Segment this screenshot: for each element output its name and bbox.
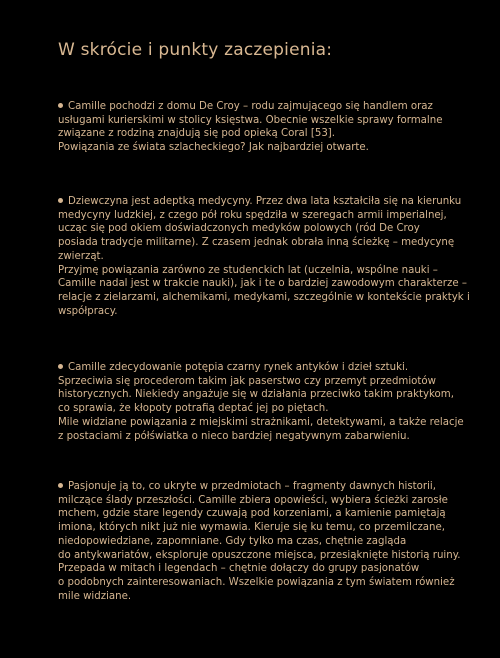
section-black-market	[58, 361, 464, 443]
text-span: Pasjonuje ją to, co ukryte w przedmiotach – fragmenty dawnych historii,	[68, 481, 436, 492]
text-line: Przepada w mitach i legendach – chętnie dołączy do grupy pasjonatów	[58, 563, 420, 575]
text-line: Sprzeciwia się procederom takim jak paserstwo czy przemyt przedmiotów	[58, 375, 436, 387]
text-line: do antykwariatów, eksploruje opuszczone miejsca, przesiąknięte historią ruiny.	[58, 549, 461, 561]
text-line: związane z rodziną znajdują się pod opieką Coral [53].	[58, 128, 336, 140]
bullet-icon	[58, 483, 63, 488]
text-line: współpracy.	[58, 305, 118, 317]
text-line: relacje z zielarzami, alchemikami, medykami, szczególnie w kontekście praktyk i	[58, 291, 470, 303]
bullet-icon	[58, 103, 63, 108]
text-line: historycznych. Niekiedy angażuje się w działania przeciwko takim praktykom,	[58, 389, 454, 401]
text-line: zwierząt.	[58, 250, 104, 262]
text-line: co sprawia, że kłopoty potrafią deptać jej po piętach.	[58, 403, 329, 415]
text-line: imiona, których nikt już nie wymawia. Kieruje się ku temu, co przemilczane,	[58, 522, 446, 534]
text-line: usługami kurierskimi w stolicy księstwa. Obecnie wszelkie sprawy formalne	[58, 114, 443, 126]
text-line: ucząc się pod okiem doświadczonych medyków polowych (ród De Croy	[58, 223, 420, 235]
text-line	[58, 100, 458, 114]
text-line: z postaciami z półświatka o nieco bardziej negatywnym zabarwieniu.	[58, 430, 410, 442]
text-line: milczące ślady przeszłości. Camille zbiera opowieści, wybiera ścieżki zarosłe	[58, 494, 448, 506]
text-span: Camille pochodzi z domu De Croy – rodu zajmującego się handlem oraz	[68, 101, 433, 112]
text-line: niedopowiedziane, zapomniane. Gdy tylko ma czas, chętnie zagląda	[58, 535, 407, 547]
text-line: Mile widziane powiązania z miejskimi strażnikami, detektywami, a także relacje	[58, 416, 464, 428]
section-medicine	[58, 195, 470, 318]
bullet-icon	[58, 364, 63, 369]
text-line: Przyjmę powiązania zarówno ze studenckich lat (uczelnia, wspólne nauki –	[58, 264, 438, 276]
text-span: Camille zdecydowanie potępia czarny rynek antyków i dzieł sztuki.	[68, 362, 409, 373]
section-passions	[58, 480, 461, 603]
text-line: mile widziane.	[58, 590, 132, 602]
bullet-icon	[58, 198, 63, 203]
section-family	[58, 100, 458, 155]
text-span: Dziewczyna jest adeptką medycyny. Przez dwa lata kształciła się na kierunku	[68, 196, 462, 207]
text-line: mchem, gdzie stare legendy czuwają pod korzeniami, a kamienie pamiętają	[58, 508, 446, 520]
page-title: W skrócie i punkty zaczepienia:	[58, 40, 333, 60]
text-line: medycyny ludzkiej, z czego pół roku spędziła w szeregach armii imperialnej,	[58, 209, 447, 221]
text-line: posiada tradycje militarne). Z czasem jednak obrała inną ścieżkę – medycynę	[58, 237, 455, 249]
text-line	[58, 361, 458, 375]
text-line	[58, 480, 458, 494]
text-line: Camille nadal jest w trakcie nauki), jak i te o bardziej zawodowym charakterze –	[58, 278, 467, 290]
text-line: o podobnych zainteresowaniach. Wszelkie powiązania z tym światem również	[58, 576, 455, 588]
text-line: Powiązania ze świata szlacheckiego? Jak najbardziej otwarte.	[58, 142, 369, 154]
text-line	[58, 195, 462, 209]
